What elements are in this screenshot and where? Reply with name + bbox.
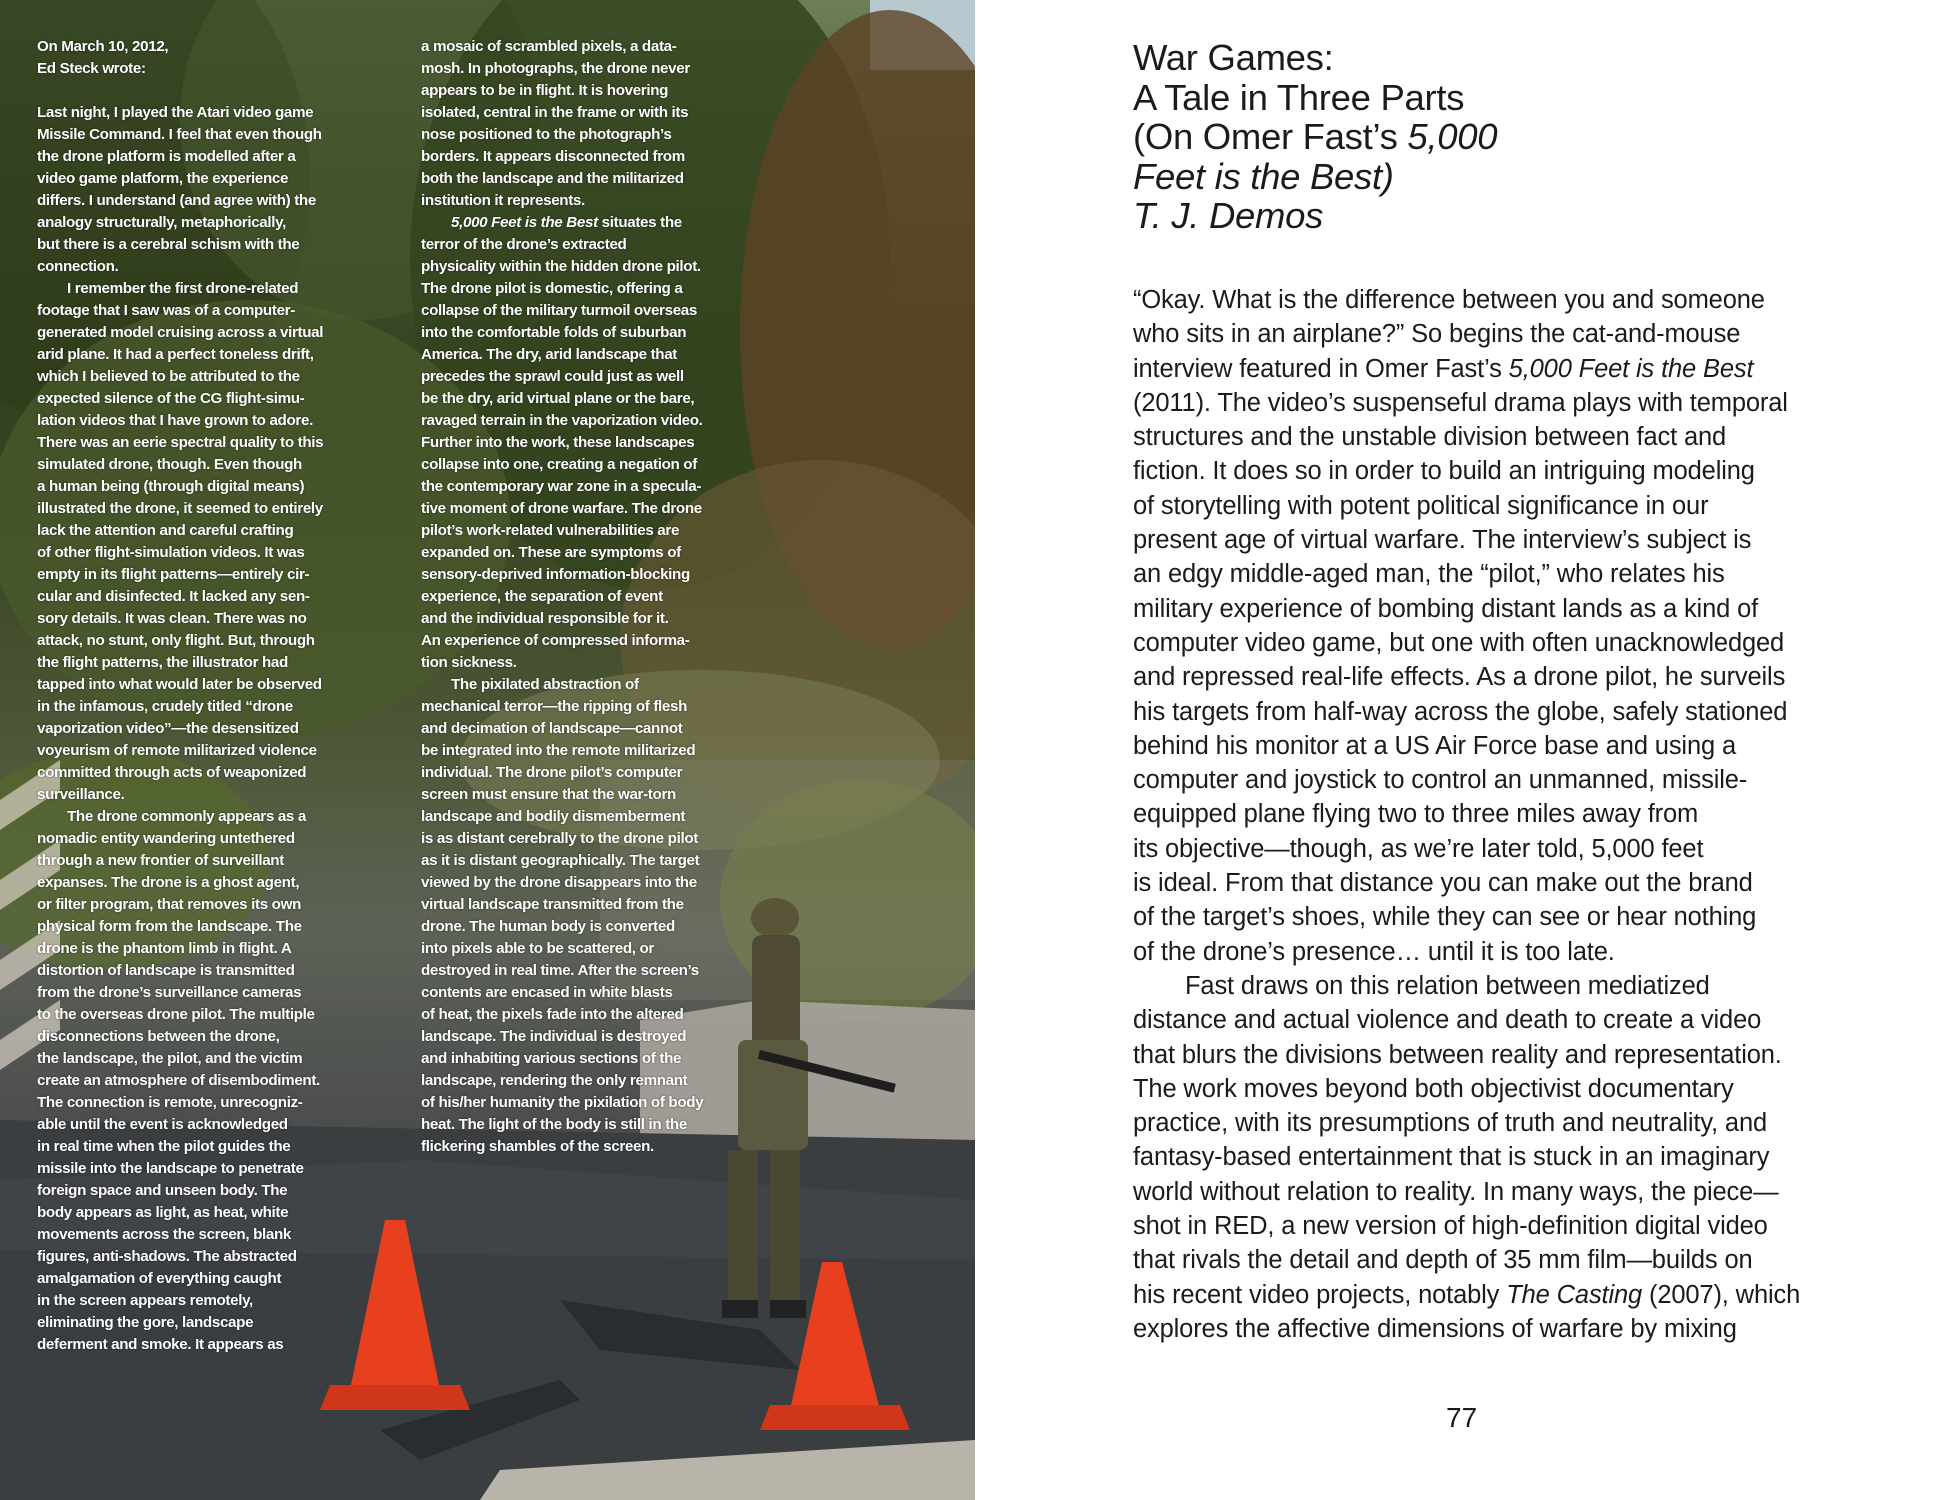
- column1-line: the landscape, the pilot, and the victim: [37, 1050, 303, 1067]
- column1-line: disconnections between the drone,: [37, 1028, 280, 1045]
- column2-line: ravaged terrain in the vaporization video.: [421, 412, 703, 429]
- column2-line: both the landscape and the militarized: [421, 170, 684, 187]
- column2-line: The pixilated abstraction of: [451, 676, 639, 693]
- column1-line: attack, no stunt, only flight. But, through: [37, 632, 315, 649]
- body-line: fiction. It does so in order to build an intriguing modeling: [1133, 457, 1755, 486]
- body-line: present age of virtual warfare. The interview’s subject is: [1133, 526, 1752, 555]
- column1-line: footage that I saw was of a computer-: [37, 302, 295, 319]
- title-work-italic: Feet is the Best): [1133, 155, 1394, 197]
- column2-line: mechanical terror—the ripping of flesh: [421, 698, 688, 715]
- column2-line: sensory-deprived information-blocking: [421, 566, 690, 583]
- title-work-italic: 5,000: [1407, 116, 1498, 157]
- body-line: explores the affective dimensions of warfare by mixing: [1133, 1314, 1737, 1343]
- column2-line: as it is distant geographically. The target: [421, 852, 700, 869]
- title-line: A Tale in Three Parts: [1133, 76, 1465, 118]
- body-line: practice, with its presumptions of truth and neutrality, and: [1133, 1109, 1768, 1138]
- column2-line: screen must ensure that the war-torn: [421, 786, 676, 803]
- column1-line: arid plane. It had a perfect toneless drift,: [37, 346, 314, 363]
- column2-line: tive moment of drone warfare. The drone: [421, 500, 702, 517]
- column2-line: landscape and bodily dismemberment: [421, 808, 686, 825]
- column1-line: expected silence of the CG flight-simu-: [37, 390, 305, 407]
- title-text: (On Omer Fast’s: [1133, 116, 1408, 157]
- column1-line: body appears as light, as heat, white: [37, 1204, 289, 1221]
- body-text: his recent video projects, notably: [1133, 1280, 1507, 1309]
- body-line: its objective—though, as we’re later told, 5,000 feet: [1133, 834, 1704, 863]
- column1-line: which I believed to be attributed to the: [37, 368, 300, 385]
- column1-line: missile into the landscape to penetrate: [37, 1160, 304, 1177]
- column2-line: experience, the separation of event: [421, 588, 663, 605]
- column1-line: Missile Command. I feel that even though: [37, 126, 322, 143]
- column1-line: cular and disinfected. It lacked any sen-: [37, 588, 310, 605]
- column1-line: the drone platform is modelled after a: [37, 148, 296, 165]
- column2-line: and decimation of landscape—cannot: [421, 720, 683, 737]
- body-line: that blurs the divisions between reality and representation.: [1133, 1040, 1782, 1069]
- column1-line: able until the event is acknowledged: [37, 1116, 288, 1133]
- column2-line: a mosaic of scrambled pixels, a data-: [421, 38, 677, 55]
- body-line: military experience of bombing distant lands as a kind of: [1133, 594, 1759, 623]
- column1-line: from the drone’s surveillance cameras: [37, 984, 302, 1001]
- column1-line: create an atmosphere of disembodiment.: [37, 1072, 320, 1089]
- column1-line: amalgamation of everything caught: [37, 1270, 282, 1287]
- body-line: (2011). The video’s suspenseful drama plays with temporal: [1133, 388, 1788, 417]
- column2-line: destroyed in real time. After the screen’s: [421, 962, 699, 979]
- column1-line: empty in its flight patterns—entirely cir-: [37, 566, 310, 583]
- column2-line: An experience of compressed informa-: [421, 632, 690, 649]
- author-text: T. J. Demos: [1133, 195, 1324, 236]
- body-line: fantasy-based entertainment that is stuck in an imaginary: [1133, 1143, 1770, 1172]
- column2-line: contents are encased in white blasts: [421, 984, 673, 1001]
- column2-line: heat. The light of the body is still in the: [421, 1116, 687, 1133]
- body-text: interview featured in Omer Fast’s: [1133, 354, 1509, 383]
- title-line: [1133, 117, 1693, 157]
- column1-line: There was an eerie spectral quality to this: [37, 434, 324, 451]
- column1-line: but there is a cerebral schism with the: [37, 236, 300, 253]
- column2-line: and inhabiting various sections of the: [421, 1050, 682, 1067]
- column1-line: The connection is remote, unrecogniz-: [37, 1094, 303, 1111]
- column1-line: I remember the first drone-related: [67, 280, 299, 297]
- column2-line: isolated, central in the frame or with its: [421, 104, 689, 121]
- column2-line: of his/her humanity the pixilation of body: [421, 1094, 704, 1111]
- body-line: and repressed real-life effects. As a drone pilot, he surveils: [1133, 663, 1786, 692]
- column1-line: eliminating the gore, landscape: [37, 1314, 254, 1331]
- essay-body: [1133, 283, 1893, 1346]
- essay-column-2: [421, 36, 793, 1158]
- column1-line: On March 10, 2012,: [37, 38, 169, 55]
- body-text: (2007), which: [1642, 1280, 1801, 1309]
- body-line: distance and actual violence and death to create a video: [1133, 1006, 1762, 1035]
- column2-line: nose positioned to the photograph’s: [421, 126, 672, 143]
- column2-line: drone. The human body is converted: [421, 918, 675, 935]
- column2-line: borders. It appears disconnected from: [421, 148, 685, 165]
- work-title-italic: The Casting: [1506, 1280, 1643, 1309]
- column2-line: mosh. In photographs, the drone never: [421, 60, 690, 77]
- body-line: behind his monitor at a US Air Force base and using a: [1133, 731, 1736, 760]
- column2-line: into the comfortable folds of suburban: [421, 324, 687, 341]
- column2-line: collapse of the military turmoil overseas: [421, 302, 698, 319]
- column1-line: video game platform, the experience: [37, 170, 289, 187]
- column1-line: connection.: [37, 258, 119, 275]
- body-line: equipped plane flying two to three miles away from: [1133, 800, 1699, 829]
- body-line: shot in RED, a new version of high-definition digital video: [1133, 1212, 1768, 1241]
- column1-line: to the overseas drone pilot. The multiple: [37, 1006, 315, 1023]
- column2-line: virtual landscape transmitted from the: [421, 896, 684, 913]
- body-line: [1133, 1278, 1893, 1312]
- essay-title: [1133, 38, 1693, 236]
- column2-line: tion sickness.: [421, 654, 517, 671]
- column1-line: foreign space and unseen body. The: [37, 1182, 288, 1199]
- column2-line: the contemporary war zone in a specula-: [421, 478, 702, 495]
- column2-line: 5,000 Feet is the Best situates the: [451, 214, 682, 231]
- body-line: world without relation to reality. In many ways, the piece—: [1133, 1177, 1779, 1206]
- column1-line: committed through acts of weaponized: [37, 764, 307, 781]
- title-line: [1133, 157, 1693, 197]
- column1-line: generated model cruising across a virtual: [37, 324, 324, 341]
- column2-line: appears to be in flight. It is hovering: [421, 82, 669, 99]
- column2-line: pilot’s work-related vulnerabilities are: [421, 522, 680, 539]
- body-line: who sits in an airplane?” So begins the cat-and-mouse: [1133, 320, 1741, 349]
- work-title-italic: 5,000 Feet is the Best: [1508, 354, 1754, 383]
- column1-line: physical form from the landscape. The: [37, 918, 302, 935]
- column1-line: of other flight-simulation videos. It was: [37, 544, 305, 561]
- body-line: computer video game, but one with often unacknowledged: [1133, 628, 1785, 657]
- column2-line: into pixels able to be scattered, or: [421, 940, 654, 957]
- column2-line: Further into the work, these landscapes: [421, 434, 695, 451]
- column1-line: simulated drone, though. Even though: [37, 456, 302, 473]
- column2-line: precedes the sprawl could just as well: [421, 368, 684, 385]
- column2-line: and the individual responsible for it.: [421, 610, 669, 627]
- column1-line: The drone commonly appears as a: [67, 808, 306, 825]
- column1-line: nomadic entity wandering untethered: [37, 830, 295, 847]
- body-line: structures and the unstable division between fact and: [1133, 423, 1727, 452]
- column2-line: be integrated into the remote militarized: [421, 742, 696, 759]
- column1-line: sory details. It was clean. There was no: [37, 610, 307, 627]
- column2-line: institution it represents.: [421, 192, 585, 209]
- column1-line: illustrated the drone, it seemed to entirely: [37, 500, 323, 517]
- column2-line: is as distant cerebrally to the drone pilot: [421, 830, 698, 847]
- column2-line: terror of the drone’s extracted: [421, 236, 627, 253]
- column2-line: landscape, rendering the only remnant: [421, 1072, 688, 1089]
- body-line: The work moves beyond both objectivist documentary: [1133, 1074, 1734, 1103]
- column1-line: in real time when the pilot guides the: [37, 1138, 291, 1155]
- author-name: [1133, 196, 1693, 236]
- body-line: of the drone’s presence… until it is too late.: [1133, 937, 1615, 966]
- body-line: Fast draws on this relation between mediatized: [1185, 971, 1710, 1000]
- column2-line: physicality within the hidden drone pilot.: [421, 258, 701, 275]
- title-line: War Games:: [1133, 37, 1334, 78]
- column1-line: in the screen appears remotely,: [37, 1292, 253, 1309]
- column1-line: or filter program, that removes its own: [37, 896, 301, 913]
- body-line: his targets from half-way across the globe, safely stationed: [1133, 697, 1788, 726]
- body-line: “Okay. What is the difference between you and someone: [1133, 286, 1765, 314]
- column1-line: the flight patterns, the illustrator had: [37, 654, 288, 671]
- column2-line: expanded on. These are symptoms of: [421, 544, 681, 561]
- column1-line: tapped into what would later be observed: [37, 676, 322, 693]
- column2-line: flickering shambles of the screen.: [421, 1138, 654, 1155]
- column1-line: movements across the screen, blank: [37, 1226, 292, 1243]
- body-line: is ideal. From that distance you can make out the brand: [1133, 869, 1753, 898]
- column2-line: viewed by the drone disappears into the: [421, 874, 697, 891]
- body-line: of storytelling with potent political significance in our: [1133, 491, 1709, 520]
- column1-line: surveillance.: [37, 786, 125, 803]
- column2-line: The drone pilot is domestic, offering a: [421, 280, 683, 297]
- column1-line: expanses. The drone is a ghost agent,: [37, 874, 300, 891]
- column1-line: through a new frontier of surveillant: [37, 852, 284, 869]
- column1-line: in the infamous, crudely titled “drone: [37, 698, 293, 715]
- body-line: [1133, 352, 1893, 386]
- column1-line: drone is the phantom limb in flight. A: [37, 940, 292, 957]
- column2-line: of heat, the pixels fade into the altered: [421, 1006, 684, 1023]
- essay-column-1: [37, 36, 397, 1356]
- column1-line: a human being (through digital means): [37, 478, 305, 495]
- column1-line: differs. I understand (and agree with) the: [37, 192, 316, 209]
- body-line: of the target’s shoes, while they can see or hear nothing: [1133, 903, 1757, 932]
- column1-line: figures, anti-shadows. The abstracted: [37, 1248, 297, 1265]
- column2-line: America. The dry, arid landscape that: [421, 346, 678, 363]
- body-line: that rivals the detail and depth of 35 mm film—builds on: [1133, 1246, 1753, 1275]
- work-title-italic: 5,000 Feet is the Best: [451, 214, 598, 231]
- column2-line: collapse into one, creating a negation of: [421, 456, 697, 473]
- column1-line: Last night, I played the Atari video game: [37, 104, 314, 121]
- column2-line: be the dry, arid virtual plane or the bare,: [421, 390, 695, 407]
- column2-line: landscape. The individual is destroyed: [421, 1028, 687, 1045]
- column1-line: lation videos that I have grown to adore.: [37, 412, 313, 429]
- page-number: 77: [1446, 1402, 1478, 1433]
- column1-line: distortion of landscape is transmitted: [37, 962, 295, 979]
- column1-line: voyeurism of remote militarized violence: [37, 742, 317, 759]
- column1-line: Ed Steck wrote:: [37, 60, 146, 77]
- column1-line: vaporization video”—the desensitized: [37, 720, 299, 737]
- column2-line: individual. The drone pilot’s computer: [421, 764, 683, 781]
- body-line: an edgy middle-aged man, the “pilot,” who relates his: [1133, 560, 1725, 589]
- column1-line: lack the attention and careful crafting: [37, 522, 294, 539]
- column1-line: deferment and smoke. It appears as: [37, 1336, 284, 1353]
- column1-line: analogy structurally, metaphorically,: [37, 214, 286, 231]
- body-line: computer and joystick to control an unmanned, missile-: [1133, 766, 1748, 795]
